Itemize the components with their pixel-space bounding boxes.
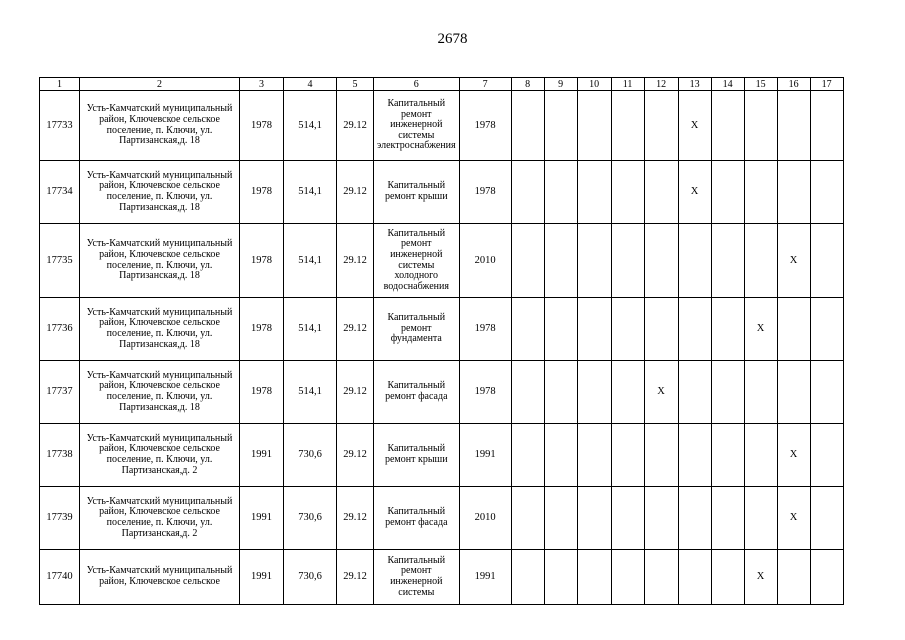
column-header-8: 8: [511, 78, 544, 91]
empty-cell: [744, 161, 777, 224]
address-cell: Усть-Камчатский муниципальный район, Ключевское сельское поселение, п. Ключи, ул. Партизанская,д. 18: [80, 161, 240, 224]
mark-cell: Х: [744, 550, 777, 605]
table-row: [40, 550, 844, 605]
empty-cell: [577, 424, 611, 487]
empty-cell: [678, 361, 711, 424]
empty-cell: [577, 91, 611, 161]
row-id: 17733: [40, 91, 80, 161]
year-built-cell: 1991: [240, 550, 284, 605]
empty-cell: [544, 161, 577, 224]
empty-cell: [777, 361, 810, 424]
empty-cell: [644, 91, 678, 161]
work-type-cell: Капитальный ремонт крыши: [374, 424, 460, 487]
address-cell: Усть-Камчатский муниципальный район, Ключевское сельское поселение, п. Ключи, ул. Партизанская,д. 2: [80, 424, 240, 487]
empty-cell: [644, 224, 678, 298]
empty-cell: [678, 298, 711, 361]
column-header-7: 7: [459, 78, 511, 91]
empty-cell: [744, 224, 777, 298]
year-cell: 1978: [459, 91, 511, 161]
work-type-cell: Капитальный ремонт инженерной системы электроснабжения: [374, 91, 460, 161]
empty-cell: [544, 361, 577, 424]
empty-cell: [777, 91, 810, 161]
column-header-17: 17: [810, 78, 843, 91]
empty-cell: [511, 91, 544, 161]
empty-cell: [644, 487, 678, 550]
capital-repair-table: [39, 77, 844, 605]
empty-cell: [810, 298, 843, 361]
year-cell: 1978: [459, 298, 511, 361]
row-id: 17734: [40, 161, 80, 224]
empty-cell: [711, 487, 744, 550]
column-header-10: 10: [577, 78, 611, 91]
row-id: 17739: [40, 487, 80, 550]
table-row: [40, 298, 844, 361]
year-cell: 1978: [459, 161, 511, 224]
column-header-4: 4: [284, 78, 337, 91]
year-cell: 1991: [459, 550, 511, 605]
empty-cell: [810, 550, 843, 605]
column-header-1: 1: [40, 78, 80, 91]
column-header-16: 16: [777, 78, 810, 91]
address-cell: Усть-Камчатский муниципальный район, Ключевское сельское поселение, п. Ключи, ул. Партизанская,д. 18: [80, 361, 240, 424]
year-built-cell: 1978: [240, 361, 284, 424]
column-header-12: 12: [644, 78, 678, 91]
year-cell: 2010: [459, 487, 511, 550]
column-header-6: 6: [374, 78, 460, 91]
mark-cell: Х: [777, 224, 810, 298]
empty-cell: [810, 224, 843, 298]
area-cell: 514,1: [284, 224, 337, 298]
deadline-cell: 29.12: [337, 487, 374, 550]
empty-cell: [678, 550, 711, 605]
empty-cell: [678, 424, 711, 487]
empty-cell: [577, 550, 611, 605]
deadline-cell: 29.12: [337, 224, 374, 298]
work-type-cell: Капитальный ремонт фасада: [374, 487, 460, 550]
table-row: [40, 224, 844, 298]
empty-cell: [544, 224, 577, 298]
work-type-cell: Капитальный ремонт инженерной системы холодного водоснабжения: [374, 224, 460, 298]
table-row: [40, 161, 844, 224]
empty-cell: [611, 161, 644, 224]
address-cell: Усть-Камчатский муниципальный район, Ключевское сельское поселение, п. Ключи, ул. Партизанская,д. 18: [80, 91, 240, 161]
mark-cell: Х: [744, 298, 777, 361]
empty-cell: [678, 224, 711, 298]
empty-cell: [810, 161, 843, 224]
empty-cell: [777, 298, 810, 361]
empty-cell: [711, 224, 744, 298]
empty-cell: [577, 487, 611, 550]
column-header-15: 15: [744, 78, 777, 91]
empty-cell: [744, 361, 777, 424]
table-row: [40, 91, 844, 161]
empty-cell: [611, 298, 644, 361]
mark-cell: Х: [678, 91, 711, 161]
column-header-3: 3: [240, 78, 284, 91]
mark-cell: Х: [678, 161, 711, 224]
empty-cell: [611, 487, 644, 550]
address-cell: Усть-Камчатский муниципальный район, Ключевское сельское поселение, п. Ключи, ул. Партизанская,д. 2: [80, 487, 240, 550]
empty-cell: [810, 424, 843, 487]
year-built-cell: 1978: [240, 161, 284, 224]
empty-cell: [810, 487, 843, 550]
deadline-cell: 29.12: [337, 550, 374, 605]
empty-cell: [744, 91, 777, 161]
empty-cell: [810, 361, 843, 424]
table-row: [40, 424, 844, 487]
mark-cell: Х: [777, 487, 810, 550]
empty-cell: [577, 161, 611, 224]
deadline-cell: 29.12: [337, 161, 374, 224]
row-id: 17735: [40, 224, 80, 298]
column-header-5: 5: [337, 78, 374, 91]
empty-cell: [744, 424, 777, 487]
empty-cell: [577, 298, 611, 361]
address-cell: Усть-Камчатский муниципальный район, Ключевское сельское поселение, п. Ключи, ул. Партизанская,д. 18: [80, 298, 240, 361]
table-row: [40, 361, 844, 424]
area-cell: 514,1: [284, 161, 337, 224]
empty-cell: [544, 298, 577, 361]
empty-cell: [711, 361, 744, 424]
empty-cell: [511, 361, 544, 424]
empty-cell: [544, 424, 577, 487]
area-cell: 730,6: [284, 550, 337, 605]
empty-cell: [511, 298, 544, 361]
work-type-cell: Капитальный ремонт фундамента: [374, 298, 460, 361]
row-id: 17737: [40, 361, 80, 424]
empty-cell: [711, 424, 744, 487]
empty-cell: [644, 550, 678, 605]
deadline-cell: 29.12: [337, 361, 374, 424]
column-header-11: 11: [611, 78, 644, 91]
column-header-9: 9: [544, 78, 577, 91]
mark-cell: Х: [644, 361, 678, 424]
empty-cell: [611, 91, 644, 161]
empty-cell: [678, 487, 711, 550]
empty-cell: [611, 424, 644, 487]
empty-cell: [611, 224, 644, 298]
table-row: [40, 487, 844, 550]
address-cell: Усть-Камчатский муниципальный район, Ключевское сельское поселение, п. Ключи, ул. Партизанская,д. 18: [80, 224, 240, 298]
year-built-cell: 1991: [240, 487, 284, 550]
column-header-13: 13: [678, 78, 711, 91]
year-cell: 2010: [459, 224, 511, 298]
empty-cell: [744, 487, 777, 550]
page-number: 2678: [437, 31, 468, 47]
empty-cell: [544, 91, 577, 161]
row-id: 17738: [40, 424, 80, 487]
empty-cell: [644, 161, 678, 224]
year-built-cell: 1991: [240, 424, 284, 487]
empty-cell: [511, 161, 544, 224]
header-row: [40, 78, 844, 91]
empty-cell: [577, 361, 611, 424]
empty-cell: [711, 161, 744, 224]
empty-cell: [611, 361, 644, 424]
empty-cell: [511, 424, 544, 487]
year-built-cell: 1978: [240, 91, 284, 161]
work-type-cell: Капитальный ремонт фасада: [374, 361, 460, 424]
year-built-cell: 1978: [240, 298, 284, 361]
empty-cell: [777, 550, 810, 605]
year-cell: 1991: [459, 424, 511, 487]
area-cell: 730,6: [284, 424, 337, 487]
row-id: 17740: [40, 550, 80, 605]
column-header-14: 14: [711, 78, 744, 91]
empty-cell: [511, 224, 544, 298]
area-cell: 514,1: [284, 298, 337, 361]
deadline-cell: 29.12: [337, 298, 374, 361]
row-id: 17736: [40, 298, 80, 361]
empty-cell: [711, 91, 744, 161]
empty-cell: [644, 424, 678, 487]
empty-cell: [711, 298, 744, 361]
address-cell: Усть-Камчатский муниципальный район, Ключевское сельское: [80, 550, 240, 605]
mark-cell: Х: [777, 424, 810, 487]
work-type-cell: Капитальный ремонт инженерной системы: [374, 550, 460, 605]
column-header-2: 2: [80, 78, 240, 91]
empty-cell: [511, 487, 544, 550]
empty-cell: [777, 161, 810, 224]
area-cell: 514,1: [284, 91, 337, 161]
year-built-cell: 1978: [240, 224, 284, 298]
empty-cell: [544, 550, 577, 605]
empty-cell: [611, 550, 644, 605]
work-type-cell: Капитальный ремонт крыши: [374, 161, 460, 224]
empty-cell: [810, 91, 843, 161]
empty-cell: [577, 224, 611, 298]
empty-cell: [511, 550, 544, 605]
empty-cell: [544, 487, 577, 550]
deadline-cell: 29.12: [337, 91, 374, 161]
empty-cell: [644, 298, 678, 361]
year-cell: 1978: [459, 361, 511, 424]
deadline-cell: 29.12: [337, 424, 374, 487]
area-cell: 730,6: [284, 487, 337, 550]
area-cell: 514,1: [284, 361, 337, 424]
empty-cell: [711, 550, 744, 605]
